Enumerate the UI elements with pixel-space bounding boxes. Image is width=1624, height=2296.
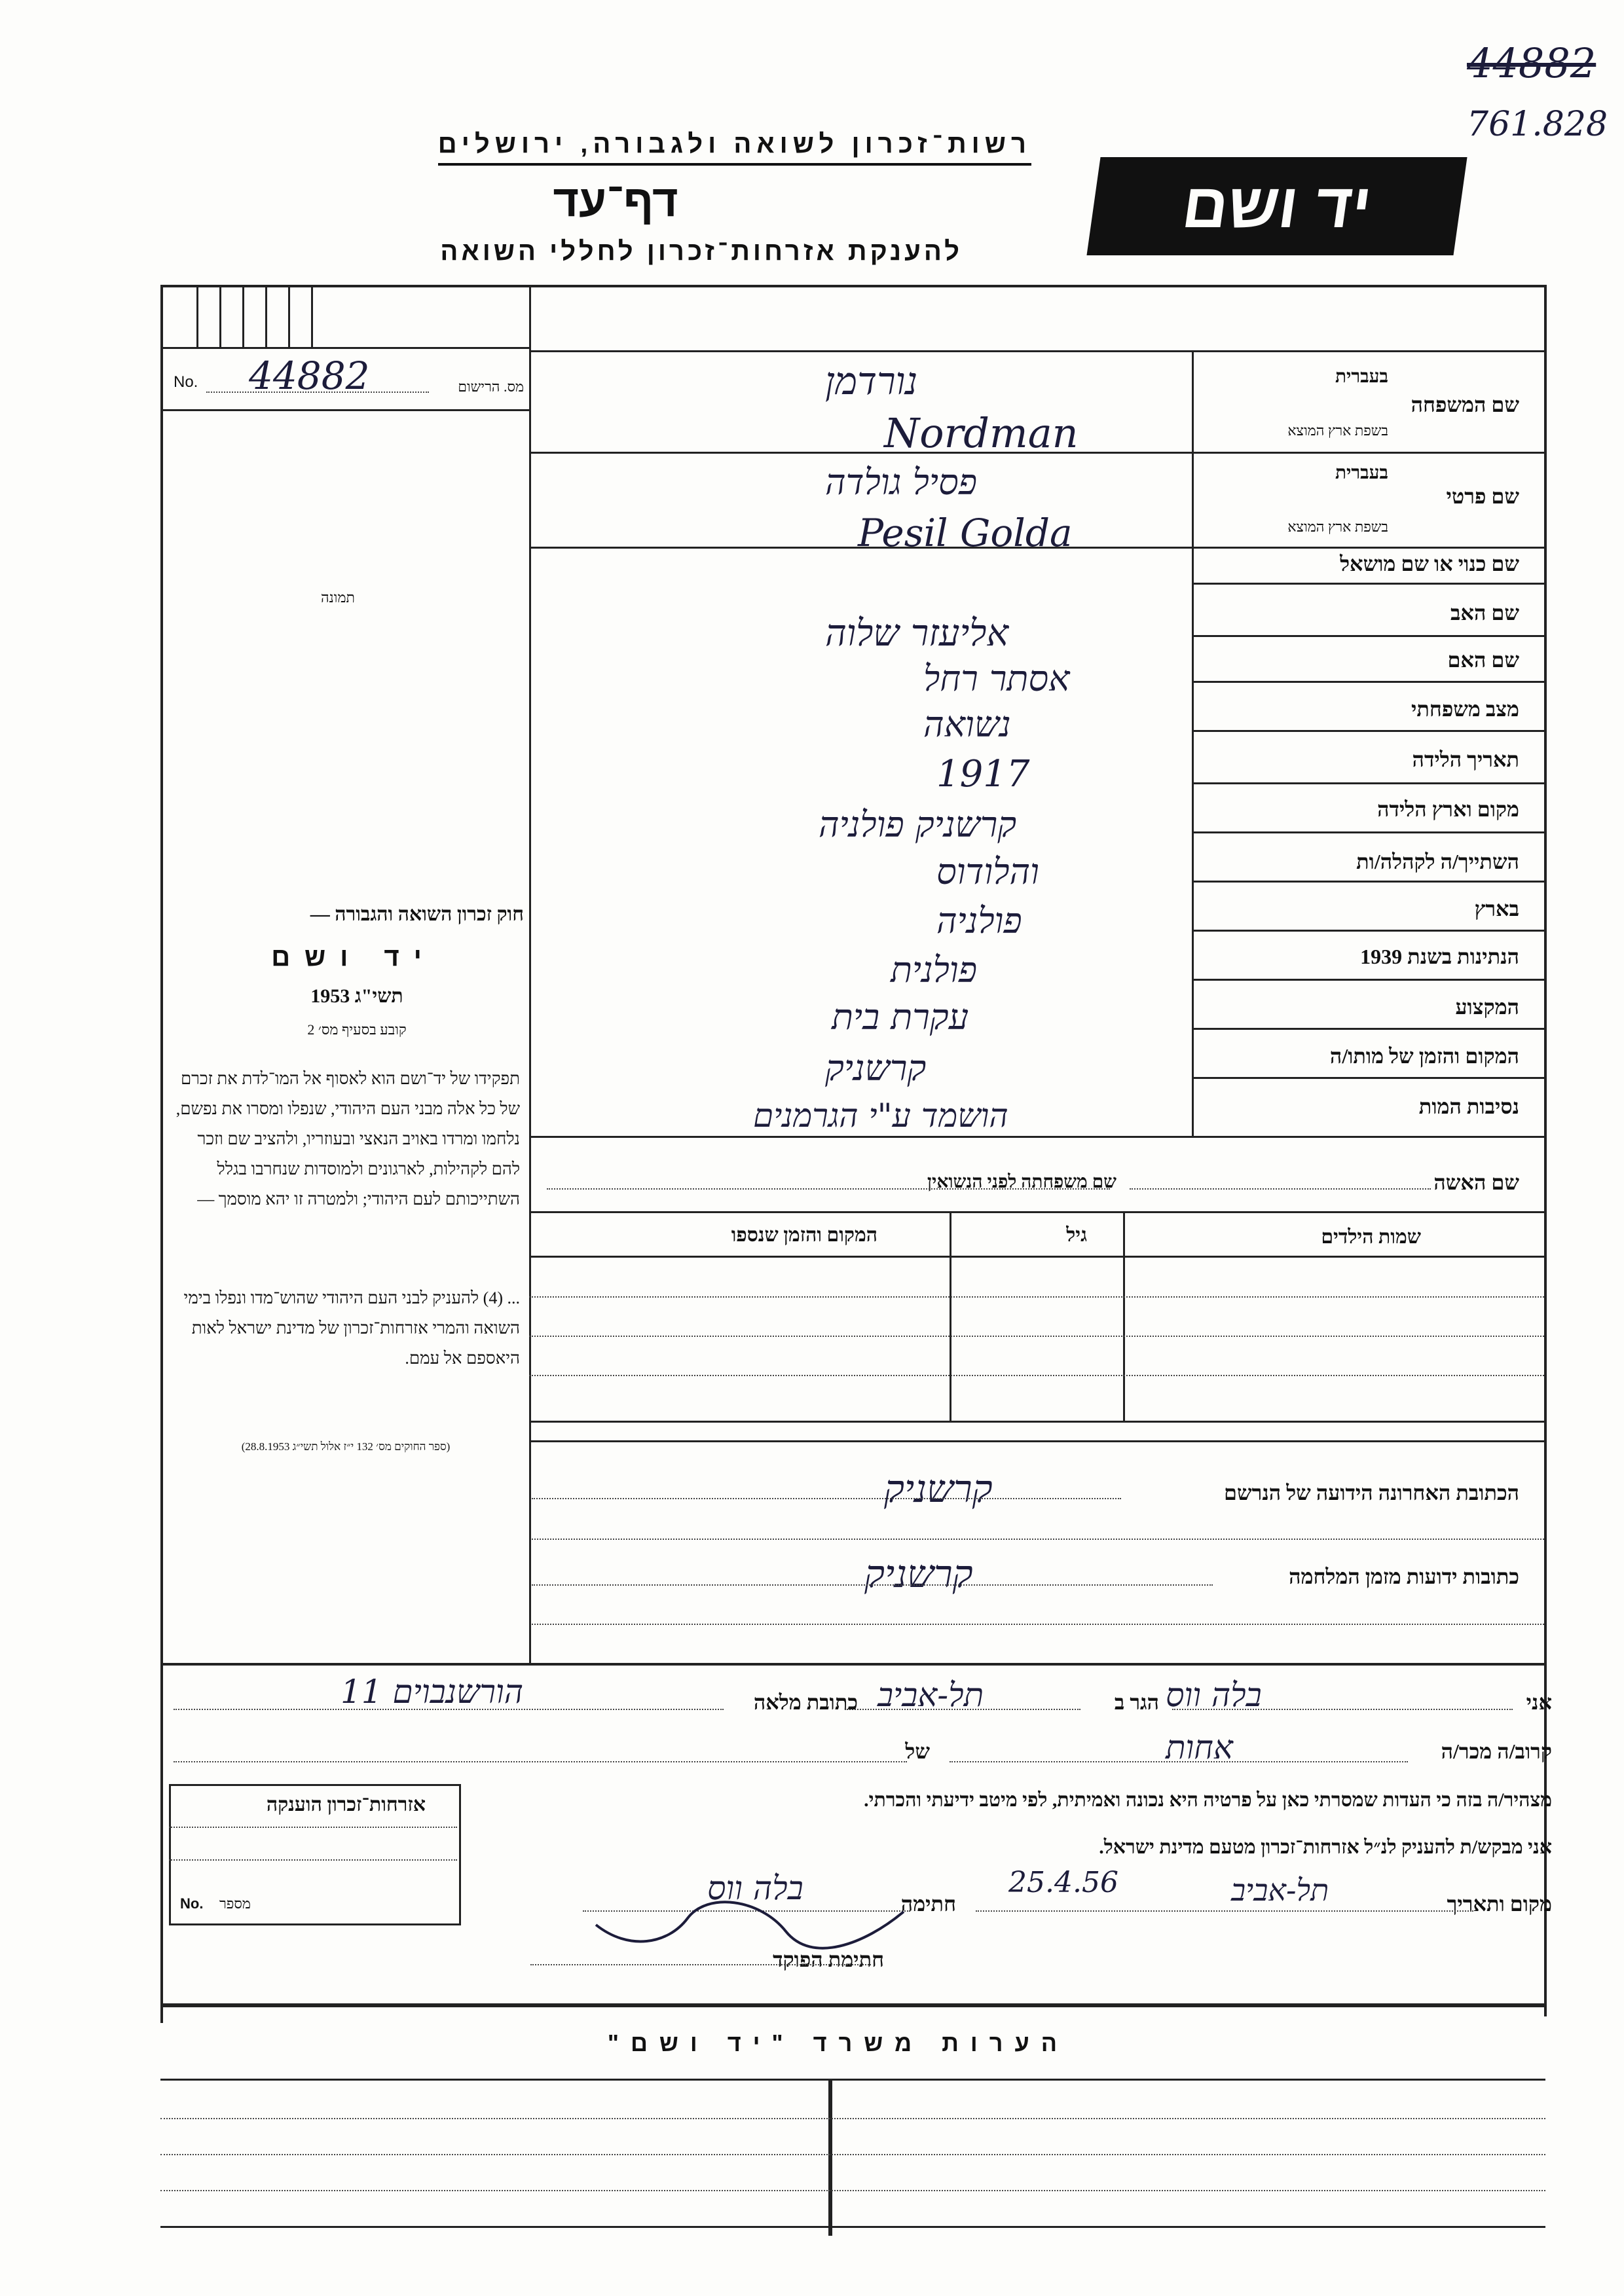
birth-place-value[interactable]: קרשניק פולניה	[819, 804, 1017, 845]
photo-label: תמונה	[321, 589, 355, 606]
first-name-latin-value[interactable]: Pesil Golda	[858, 511, 1073, 555]
grant-box-no-he: מספר	[219, 1895, 251, 1912]
death-cause-label: נסיבות המות	[1418, 1095, 1519, 1118]
clerk-signature-label: חתימת הפוקד	[773, 1948, 884, 1971]
law-year: תשי"ג 1953	[310, 985, 403, 1007]
communities-value[interactable]: והלודוס	[936, 851, 1039, 892]
birth-place-label: מקום וארץ הלידה	[1377, 797, 1519, 821]
witness-address-value[interactable]: הורשנבוים 11	[341, 1673, 524, 1711]
form-title: דף־עד	[553, 176, 678, 226]
surname-latin-value[interactable]: Nordman	[884, 409, 1079, 457]
signature-label: חתימה	[900, 1892, 956, 1916]
witness-name-value[interactable]: בלה ווס	[1166, 1676, 1262, 1714]
registration-no-label: No.	[174, 373, 198, 391]
place-value[interactable]: תל-אביב	[1231, 1872, 1329, 1908]
citizenship-value[interactable]: פולנית	[891, 949, 978, 991]
signature-flourish	[589, 1886, 917, 1951]
witness-request: אני מבקש/ת להעניק לנ״ל אזרחות־זכרון מטעם מדינת ישראל.	[1099, 1836, 1552, 1858]
law-clause: קובע בסעיף מס׳ 2	[307, 1021, 407, 1038]
grant-box-title: אזרחות־זכרון הוענקה	[266, 1794, 426, 1815]
profession-label: המקצוע	[1455, 995, 1519, 1019]
registration-label: מס. הרישום	[458, 378, 524, 395]
first-name-hebrew-value[interactable]: פסיל גולדה	[825, 462, 978, 503]
marital-status-label: מצב משפחתי	[1411, 697, 1519, 721]
witness-city-value[interactable]: תל-אביב	[877, 1676, 984, 1714]
law-title: חוק זכרון השואה והגבורה —	[310, 903, 524, 925]
mother-value[interactable]: אסתר רחל	[923, 658, 1070, 699]
citizenship-label: הנתינות בשנת 1939	[1360, 945, 1519, 968]
death-place-value[interactable]: קרשניק	[825, 1048, 927, 1089]
surname-origin-sublabel: בשפת ארץ המוצא	[1287, 422, 1388, 439]
father-label: שם האב	[1450, 601, 1519, 625]
mother-label: שם האם	[1447, 648, 1519, 672]
witness-relative-label: קרוב/ה מכר/ה	[1441, 1740, 1552, 1763]
birth-date-label: תאריך הלידה	[1412, 748, 1519, 771]
last-address-value[interactable]: קרשניק	[884, 1467, 993, 1511]
wife-maiden-label: שם משפחתה לפני הנשואין	[927, 1172, 1116, 1192]
archive-number-struck: 44882	[1467, 39, 1596, 87]
surname-hebrew-value[interactable]: נורדמן	[825, 359, 918, 403]
witness-i-label: אני	[1526, 1690, 1552, 1714]
first-name-label: שם פרטי	[1446, 484, 1519, 508]
father-value[interactable]: אליעזר שלוה	[825, 612, 1009, 655]
archive-number: 761.828	[1467, 105, 1608, 144]
nickname-label: שם כנוי או שם מושאל	[1340, 552, 1519, 575]
law-paragraph-1: תפקידו של יד־ושם הוא לאסוף אל המו־לדת את זכרם של כל אלה מבני העם היהודי, שנפלו ומסרו את נפשם, נלחמו ומרדו באויב הנאצי ובעוזריו, ולהציב שם וזכר להם לקהילות, לארגונים ולמוסדות שנחרבו בגלל השתייכותם לעם היהודי; ולמטרה זו יהא מוסמך —	[175, 1069, 520, 1209]
first-name-hebrew-sublabel: בעברית	[1335, 463, 1388, 483]
grant-box-no-en: No.	[180, 1895, 204, 1912]
children-place-header: המקום והזמן שנספו	[731, 1224, 877, 1246]
war-addresses-label: כתובות ידועות מזמן המלחמה	[1289, 1565, 1519, 1588]
death-place-label: המקום והזמן של מותו/ה	[1329, 1044, 1519, 1068]
country-value[interactable]: פולניה	[936, 900, 1022, 941]
witness-lives-label: הגר ב	[1114, 1690, 1159, 1714]
law-paragraph-2: ... (4) להעניק לבני העם היהודי שהוש־מדו ונפלו בימי השואה והמרי אזרחות־זכרון של מדינת ישראל לאות היאספם אל עמם.	[183, 1288, 520, 1368]
place-date-label: מקום ותאריך	[1447, 1892, 1552, 1916]
date-value[interactable]: 25.4.56	[1008, 1866, 1118, 1899]
wife-label: שם האשה	[1433, 1171, 1519, 1194]
yad-vashem-logo: יד ושם	[1086, 157, 1467, 255]
registration-number: 44882	[249, 354, 370, 398]
law-name: יד ושם	[271, 943, 436, 972]
children-age-header: גיל	[1066, 1224, 1087, 1246]
country-label: בארץ	[1474, 897, 1519, 920]
war-address-value[interactable]: קרשניק	[864, 1552, 973, 1596]
witness-of-label: של	[905, 1740, 930, 1763]
death-cause-value[interactable]: הושמד ע"י הגרמנים	[753, 1097, 1008, 1135]
marital-status-value[interactable]: נשואה	[923, 704, 1011, 745]
last-address-label: הכתובת האחרונה הידועה של הנרשם	[1224, 1481, 1519, 1504]
profession-value[interactable]: עקרת בית	[832, 996, 969, 1038]
witness-address-label: כתובת מלאה	[753, 1690, 858, 1714]
birth-date-value[interactable]: 1917	[936, 753, 1030, 795]
communities-label: השתייך/ה לקהלה/ות	[1356, 850, 1519, 873]
surname-hebrew-sublabel: בעברית	[1335, 367, 1388, 387]
witness-declaration: מצהיר/ה בזה כי העדות שמסרתי כאן על פרטיה היא נכונה ואמיתית, לפי מיטב ידיעתי והכרתי.	[864, 1789, 1552, 1811]
signature-value[interactable]: בלה ווס	[707, 1869, 803, 1907]
office-notes-title: הערות משרד "יד ושם"	[607, 2030, 1069, 2056]
authority-name: רשות־זכרון לשואה ולגבורה, ירושלים	[438, 130, 1031, 166]
law-reference: (ספר החוקים מס׳ 132 י״ז אלול תשי״ג 28.8.1953)	[241, 1440, 451, 1453]
first-name-origin-sublabel: בשפת ארץ המוצא	[1287, 519, 1388, 535]
witness-relative-value[interactable]: אחות	[1166, 1728, 1233, 1766]
form-subtitle: להענקת אזרחות־זכרון לחללי השואה	[440, 237, 963, 266]
children-names-header: שמות הילדים	[1321, 1226, 1421, 1248]
surname-label: שם המשפחה	[1411, 393, 1519, 416]
